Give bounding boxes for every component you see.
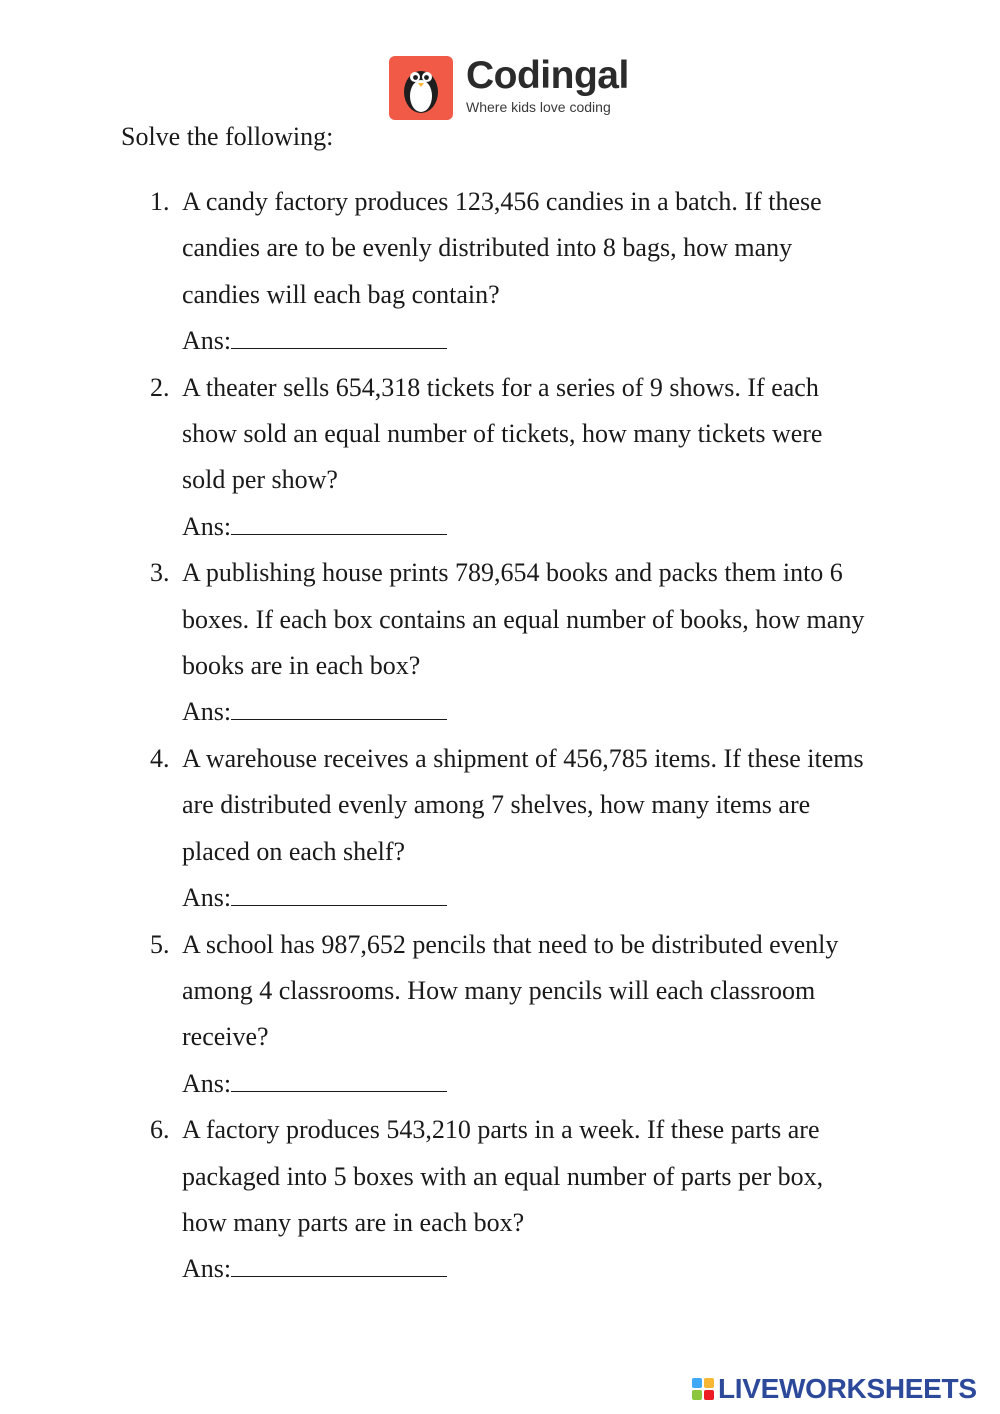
question-text: A candy factory produces 123,456 candies in a batch. If these candies are to be evenly distributed into 8 bags, how many candies will each bag contain? bbox=[182, 187, 822, 309]
answer-row bbox=[182, 1061, 872, 1107]
question-number: 1. bbox=[150, 187, 170, 216]
question-item bbox=[0, 365, 872, 551]
instruction-heading: Solve the following: bbox=[121, 122, 334, 151]
answer-row bbox=[182, 318, 872, 364]
question-number: 6. bbox=[150, 1115, 170, 1145]
answer-blank[interactable] bbox=[231, 326, 447, 349]
answer-label: Ans: bbox=[182, 326, 232, 356]
penguin-icon bbox=[389, 56, 453, 120]
answer-blank[interactable] bbox=[231, 1254, 447, 1277]
question-text: A theater sells 654,318 tickets for a series of 9 shows. If each show sold an equal number of tickets, how many tickets were sold per show? bbox=[182, 372, 823, 495]
question-item bbox=[0, 736, 872, 922]
question-item bbox=[0, 1107, 872, 1293]
answer-label: Ans: bbox=[182, 1254, 232, 1284]
answer-label: Ans: bbox=[182, 697, 232, 727]
answer-row bbox=[182, 504, 872, 550]
answer-row bbox=[182, 1246, 872, 1292]
question-list bbox=[0, 179, 1000, 1293]
answer-row bbox=[182, 689, 872, 735]
answer-label: Ans: bbox=[182, 511, 232, 541]
liveworksheets-icon bbox=[692, 1378, 714, 1400]
question-number: 3. bbox=[150, 558, 170, 588]
question-number: 2. bbox=[150, 372, 170, 402]
question-text: A warehouse receives a shipment of 456,785 items. If these items are distributed evenly among 7 shelves, how many items are placed on each shelf? bbox=[182, 743, 864, 866]
answer-blank[interactable] bbox=[231, 697, 447, 720]
question-number: 5. bbox=[150, 929, 170, 959]
brand-name: Codingal bbox=[466, 54, 629, 97]
question-text: A publishing house prints 789,654 books and packs them into 6 boxes. If each box contains an equal number of books, how many books are in each box? bbox=[182, 558, 865, 681]
codingal-logo bbox=[389, 56, 629, 120]
watermark-text: LIVEWORKSHEETS bbox=[718, 1373, 977, 1404]
answer-row bbox=[182, 875, 872, 921]
question-text: A factory produces 543,210 parts in a week. If these parts are packaged into 5 boxes with an equal number of parts per box, how many parts are in each box? bbox=[182, 1115, 824, 1237]
question-item bbox=[0, 550, 872, 736]
question-item bbox=[0, 179, 872, 365]
answer-label: Ans: bbox=[182, 883, 232, 913]
liveworksheets-watermark bbox=[692, 1374, 977, 1404]
question-item bbox=[0, 922, 872, 1108]
answer-blank[interactable] bbox=[231, 512, 447, 535]
answer-label: Ans: bbox=[182, 1068, 232, 1098]
question-number: 4. bbox=[150, 743, 170, 773]
answer-blank[interactable] bbox=[231, 1069, 447, 1092]
answer-blank[interactable] bbox=[231, 883, 447, 906]
brand-tagline: Where kids love coding bbox=[466, 99, 611, 115]
question-text: A school has 987,652 pencils that need to be distributed evenly among 4 classrooms. How many pencils will each classroom receive? bbox=[182, 929, 839, 1052]
